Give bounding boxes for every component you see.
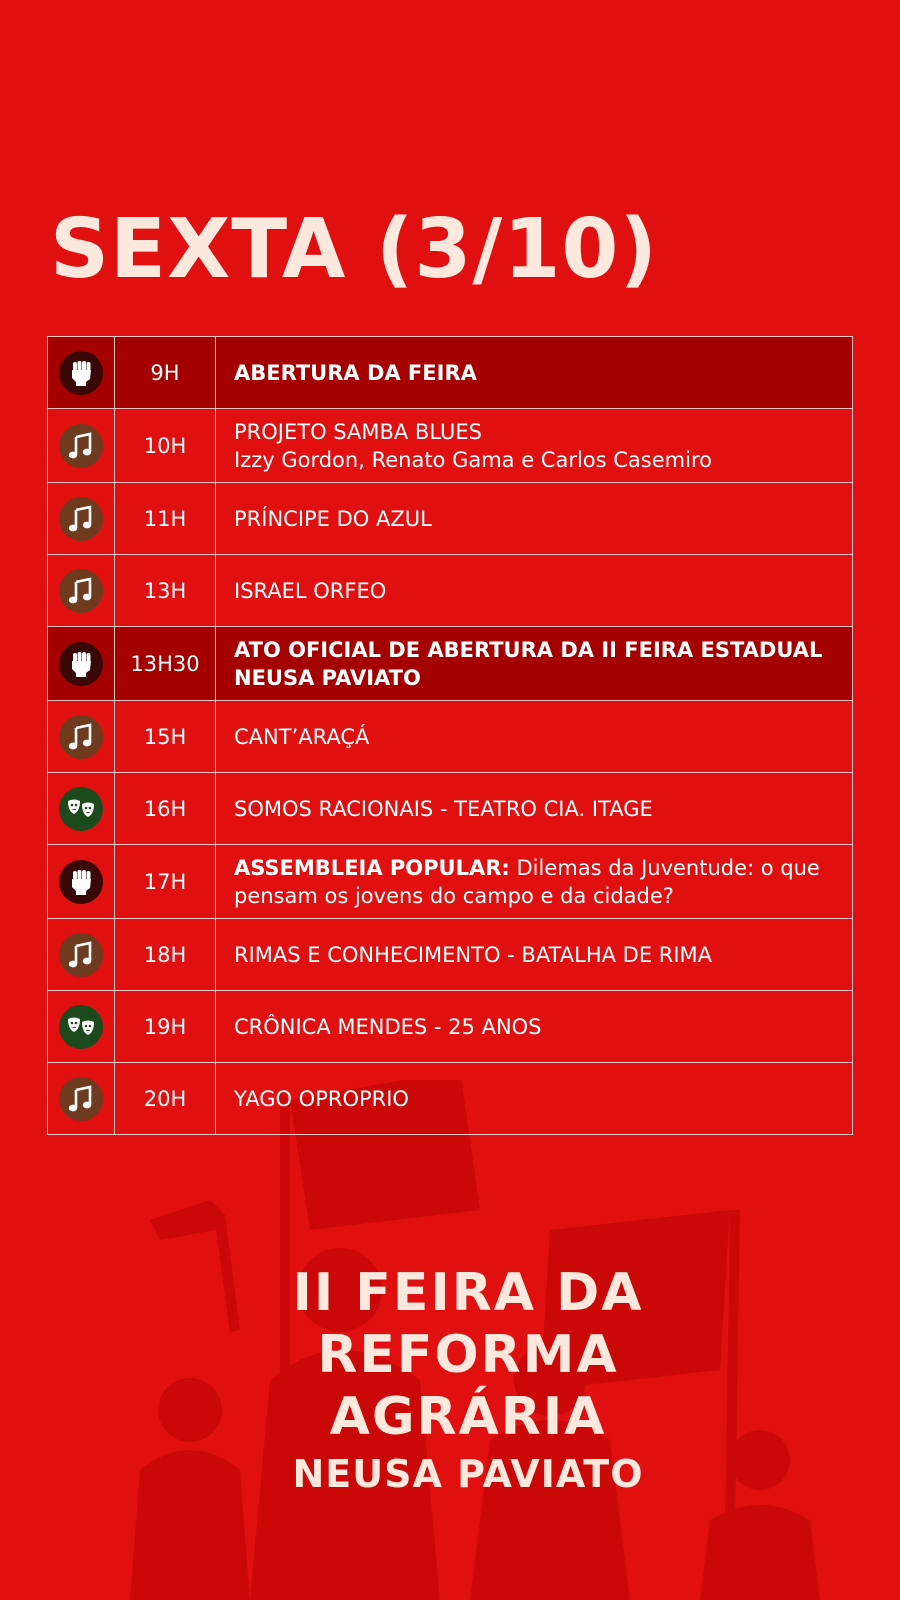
row-title: CRÔNICA MENDES - 25 ANOS <box>234 1014 542 1039</box>
schedule-row <box>48 919 853 991</box>
row-time: 17H <box>115 845 216 919</box>
row-icon-cell <box>48 1063 115 1135</box>
row-icon-cell <box>48 555 115 627</box>
logo-line-4: NEUSA PAVIATO <box>292 1452 644 1496</box>
logo-line-2: REFORMA <box>317 1325 619 1385</box>
row-icon-cell <box>48 701 115 773</box>
event-logo <box>283 1262 653 1500</box>
row-time: 18H <box>115 919 216 991</box>
row-title: ISRAEL ORFEO <box>234 578 387 603</box>
row-icon-cell <box>48 627 115 701</box>
row-title: ATO OFICIAL DE ABERTURA DA II FEIRA ESTADUAL NEUSA PAVIATO <box>234 637 823 690</box>
schedule-row <box>48 1063 853 1135</box>
row-icon-cell <box>48 991 115 1063</box>
row-time: 11H <box>115 483 216 555</box>
row-icon-cell <box>48 845 115 919</box>
row-description <box>216 991 853 1063</box>
row-description <box>216 701 853 773</box>
row-description <box>216 1063 853 1135</box>
row-icon-cell <box>48 483 115 555</box>
row-icon-cell <box>48 773 115 845</box>
row-time: 13H <box>115 555 216 627</box>
row-title: ASSEMBLEIA POPULAR: <box>234 855 510 880</box>
row-icon-cell <box>48 337 115 409</box>
row-time: 10H <box>115 409 216 483</box>
row-title: YAGO OPROPRIO <box>234 1086 409 1111</box>
row-title: PRÍNCIPE DO AZUL <box>234 506 432 531</box>
row-time: 16H <box>115 773 216 845</box>
row-time: 9H <box>115 337 216 409</box>
row-description <box>216 627 853 701</box>
schedule-row <box>48 991 853 1063</box>
music-note-icon <box>59 1077 103 1121</box>
theater-masks-icon <box>59 787 103 831</box>
music-note-icon <box>59 569 103 613</box>
row-title: SOMOS RACIONAIS - TEATRO CIA. ITAGE <box>234 796 653 821</box>
schedule-row <box>48 337 853 409</box>
schedule-row <box>48 483 853 555</box>
schedule-row <box>48 773 853 845</box>
row-description <box>216 773 853 845</box>
row-title: ABERTURA DA FEIRA <box>234 360 477 385</box>
fist-icon <box>59 351 103 395</box>
page-title: SEXTA (3/10) <box>50 202 658 297</box>
logo-line-3: AGRÁRIA <box>329 1387 607 1447</box>
row-subtitle: Izzy Gordon, Renato Gama e Carlos Casemiro <box>234 447 712 472</box>
row-icon-cell <box>48 919 115 991</box>
row-title: CANT’ARAÇÁ <box>234 724 370 749</box>
row-subtitle: Dilemas da Juventude: o que pensam os jovens do campo e da cidade? <box>234 855 820 908</box>
row-description <box>216 919 853 991</box>
logo-line-1: II FEIRA DA <box>292 1263 644 1323</box>
schedule-row <box>48 701 853 773</box>
schedule-table <box>47 336 853 1135</box>
row-description <box>216 845 853 919</box>
row-description <box>216 409 853 483</box>
theater-masks-icon <box>59 1005 103 1049</box>
schedule-row <box>48 845 853 919</box>
row-time: 19H <box>115 991 216 1063</box>
music-note-icon <box>59 497 103 541</box>
fist-icon <box>59 860 103 904</box>
row-description <box>216 337 853 409</box>
music-note-icon <box>59 424 103 468</box>
row-title: RIMAS E CONHECIMENTO - BATALHA DE RIMA <box>234 942 713 967</box>
row-description <box>216 483 853 555</box>
schedule-row <box>48 627 853 701</box>
row-time: 20H <box>115 1063 216 1135</box>
fist-icon <box>59 642 103 686</box>
music-note-icon <box>59 715 103 759</box>
row-description <box>216 555 853 627</box>
row-time: 13H30 <box>115 627 216 701</box>
schedule-row <box>48 409 853 483</box>
schedule-row <box>48 555 853 627</box>
row-icon-cell <box>48 409 115 483</box>
music-note-icon <box>59 933 103 977</box>
row-time: 15H <box>115 701 216 773</box>
row-title: PROJETO SAMBA BLUES <box>234 419 482 444</box>
